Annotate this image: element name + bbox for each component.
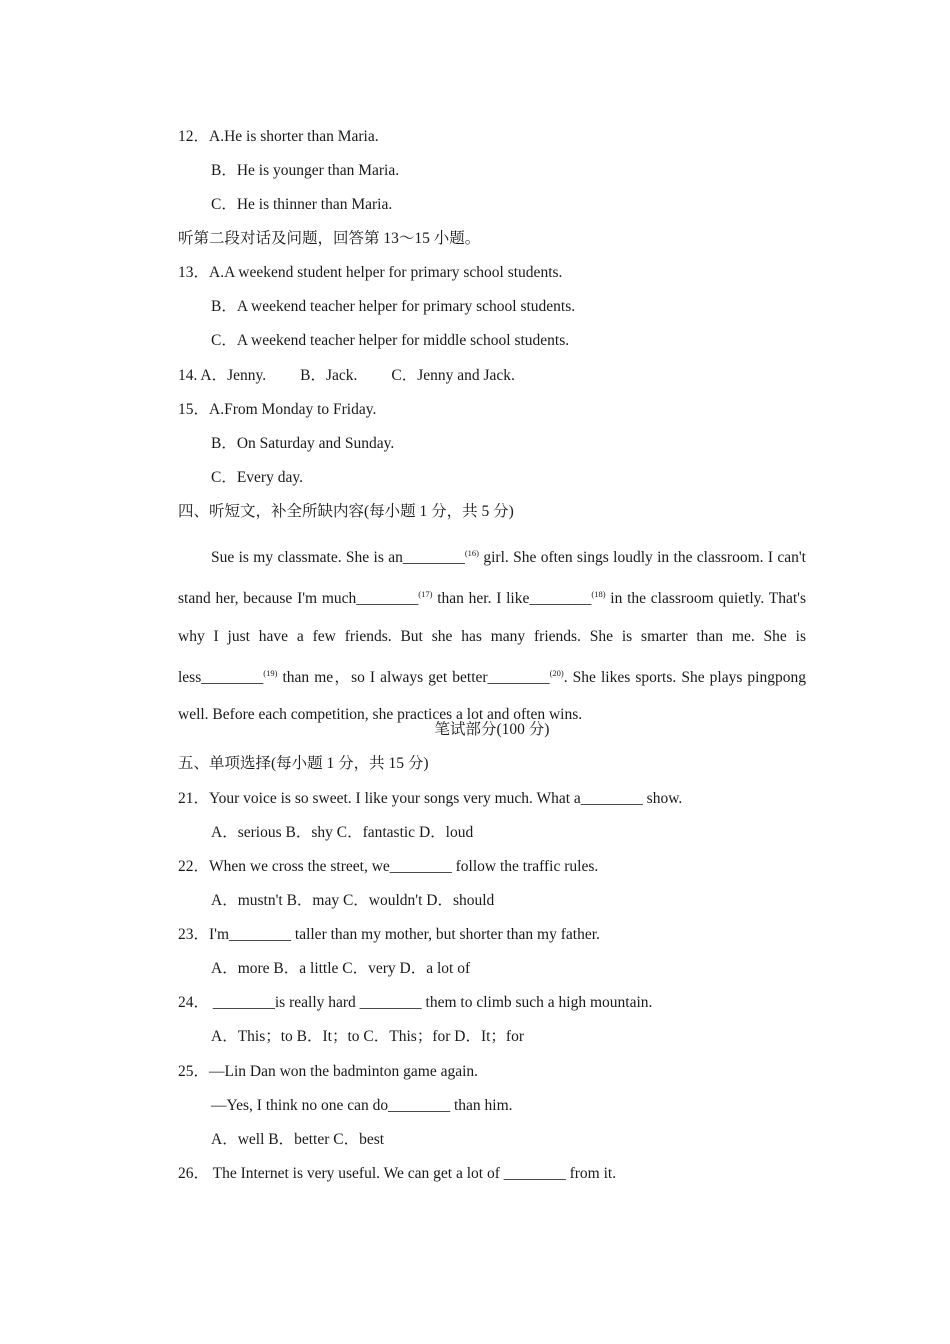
q12-option-c: C．He is thinner than Maria. xyxy=(211,196,393,213)
q24-stem: 24． ________is really hard ________ them to climb such a high mountain. xyxy=(178,994,653,1011)
q21-stem: 21．Your voice is so sweet. I like your songs very much. What a________ show. xyxy=(178,790,683,807)
q12-option-a: 12．A.He is shorter than Maria. xyxy=(178,128,379,145)
q24-options: A．This；to B．It；to C．This；for D．It；for xyxy=(211,1028,524,1045)
q25-options: A．well B．better C．best xyxy=(211,1131,385,1148)
q13-option-b: B．A weekend teacher helper for primary school students. xyxy=(211,298,576,315)
q21-options: A．serious B．shy C．fantastic D．loud xyxy=(211,824,474,841)
section4-title: 四、听短文，补全所缺内容(每小题 1 分，共 5 分) xyxy=(178,503,514,520)
passage-text-5: than me，so I always get better________ xyxy=(277,668,550,686)
q15-option-c: C．Every day. xyxy=(211,469,303,486)
q15-option-b: B．On Saturday and Sunday. xyxy=(211,435,395,452)
section5-title: 五、单项选择(每小题 1 分，共 15 分) xyxy=(178,755,429,772)
listening-passage xyxy=(178,535,806,733)
q26-stem: 26． The Internet is very useful. We can get a lot of ________ from it. xyxy=(178,1165,617,1182)
q13-option-c: C．A weekend teacher helper for middle school students. xyxy=(211,332,570,349)
q12-option-b: B．He is younger than Maria. xyxy=(211,162,400,179)
section-dialog2-instruction: 听第二段对话及问题，回答第 13～15 小题。 xyxy=(178,230,481,247)
q22-options: A．mustn't B．may C．wouldn't D．should xyxy=(211,892,495,909)
q23-stem: 23．I'm________ taller than my mother, but shorter than my father. xyxy=(178,926,600,943)
passage-text-2: girl. She often sings loudly in the classroom. I can't stand her, because I'm much________ xyxy=(178,549,806,608)
blank-number-16: (16) xyxy=(464,548,480,558)
blank-number-19: (19) xyxy=(263,667,278,678)
written-part-title: 笔试部分(100 分) xyxy=(434,721,550,738)
q14-option-a: 14. A．Jenny. xyxy=(178,367,267,384)
q14-options xyxy=(178,366,515,386)
q14-option-c: C．Jenny and Jack. xyxy=(391,367,515,384)
passage-text-6: . She likes sports. She plays pingpong well. Before each competition, she practices a lot and often wins. xyxy=(178,668,806,724)
q13-option-a: 13．A.A weekend student helper for primary school students. xyxy=(178,264,563,281)
blank-number-18: (18) xyxy=(591,589,606,600)
q22-stem: 22．When we cross the street, we________ follow the traffic rules. xyxy=(178,858,599,875)
q14-option-b: B．Jack. xyxy=(300,367,358,384)
q25-stem: 25．—Lin Dan won the badminton game again. xyxy=(178,1063,479,1080)
blank-number-20: (20) xyxy=(549,667,564,678)
passage-text-4: in the classroom quietly. That's why I just have a few friends. But she has many friends. She is smarter than me. She is less________ xyxy=(178,590,806,686)
q15-option-a: 15．A.From Monday to Friday. xyxy=(178,401,377,418)
passage-text-1: Sue is my classmate. She is an________ xyxy=(211,549,465,566)
passage-text-3: than her. I like________ xyxy=(432,590,592,608)
q23-options: A．more B．a little C．very D．a lot of xyxy=(211,960,471,977)
q25-reply: —Yes, I think no one can do________ than him. xyxy=(211,1097,513,1114)
blank-number-17: (17) xyxy=(418,589,433,600)
